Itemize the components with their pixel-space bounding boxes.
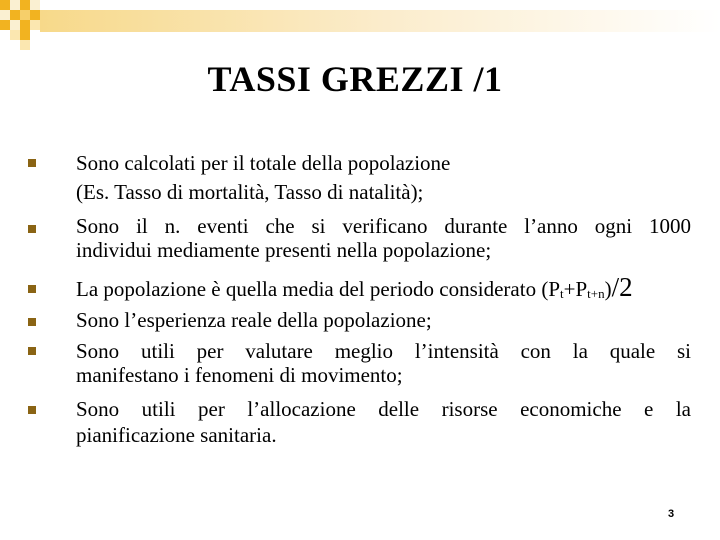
subscript-t: t	[560, 286, 564, 301]
bullet-marker	[28, 318, 36, 326]
divisor: /2	[611, 272, 633, 302]
close-paren: )	[604, 277, 612, 301]
page-number: 3	[668, 508, 675, 520]
bullet-3-line-1	[76, 274, 691, 307]
bullet-marker	[28, 225, 36, 233]
bullet-marker	[28, 347, 36, 355]
bullet-2-line-1: Sono il n. eventi che si verificano durante l’anno ogni 1000	[76, 214, 691, 238]
bullet-2-line-2: individui mediamente presenti nella popolazione;	[76, 238, 492, 262]
bullet-marker	[28, 159, 36, 167]
bullet-marker	[28, 406, 36, 414]
bullet-6-line-1: Sono utili per l’allocazione delle risorse economiche e la	[76, 397, 691, 421]
subscript-t-plus-n: t+n	[587, 286, 605, 301]
slide-title: TASSI GREZZI /1	[207, 59, 503, 99]
bullet-5-line-2: manifestano i fenomeni di movimento;	[76, 363, 403, 387]
bullet-5-line-1: Sono utili per valutare meglio l’intensità con la quale si	[76, 339, 691, 363]
bullet-marker	[28, 285, 36, 293]
bullet-1-line-2: (Es. Tasso di mortalità, Tasso di natalità);	[76, 180, 424, 204]
bullet-1-line-1: Sono calcolati per il totale della popolazione	[76, 151, 451, 175]
bullet-4-line-1: Sono l’esperienza reale della popolazione;	[76, 308, 432, 332]
plus-p: +P	[563, 277, 588, 301]
bullet-3-text: La popolazione è quella media del periodo considerato (P	[76, 277, 560, 301]
bullet-6-line-2: pianificazione sanitaria.	[76, 423, 277, 447]
